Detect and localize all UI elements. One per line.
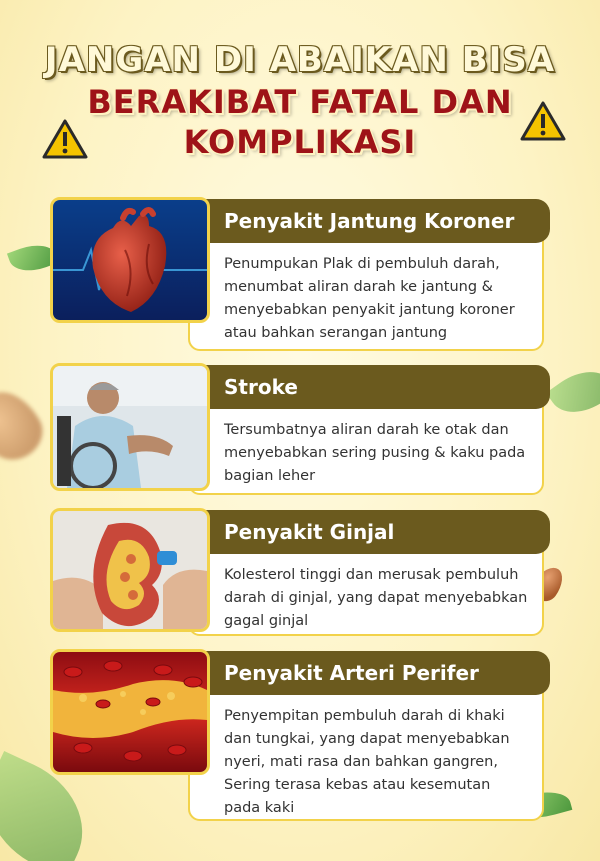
card-title: Stroke xyxy=(224,375,298,399)
card-text: Kolesterol tinggi dan merusak pembuluh darah di ginjal, yang dapat menyebabkan gagal ginjal xyxy=(224,567,528,629)
disease-card-ginjal xyxy=(50,508,550,636)
card-title: Penyakit Arteri Perifer xyxy=(224,661,479,685)
disease-card-arteri-perifer xyxy=(50,649,550,823)
card-title: Penyakit Jantung Koroner xyxy=(224,209,515,233)
card-text: Tersumbatnya aliran darah ke otak dan menyebabkan sering pusing & kaku pada bagian leher xyxy=(224,422,526,484)
blood-vessel-illustration xyxy=(50,649,210,775)
card-title-bar xyxy=(190,510,550,554)
almond-decoration-left xyxy=(0,381,52,470)
card-title-bar xyxy=(190,651,550,695)
card-title: Penyakit Ginjal xyxy=(224,520,395,544)
card-description xyxy=(188,405,544,495)
title-line-2: BERAKIBAT FATAL DAN xyxy=(87,83,513,121)
card-description xyxy=(188,239,544,351)
card-text: Penyempitan pembuluh darah di khaki dan tungkai, yang dapat menyebabkan nyeri, mati rasa dan bahkan gangren, Sering terasa kebas atau kesemutan pada kaki xyxy=(224,708,510,816)
card-description xyxy=(188,691,544,821)
disease-card-stroke xyxy=(50,363,550,495)
heart-illustration xyxy=(50,197,210,323)
title-line-1: JANGAN DI ABAIKAN BISA xyxy=(44,40,556,80)
kidney-model-photo xyxy=(50,508,210,632)
card-description xyxy=(188,550,544,636)
disease-card-jantung-koroner xyxy=(50,197,550,353)
leaf-decoration-right-mid xyxy=(546,358,600,425)
card-text: Penumpukan Plak di pembuluh darah, menumbat aliran darah ke jantung & menyebabkan penyakit jantung koroner atau bahkan serangan jantung xyxy=(224,256,515,341)
title-line-3: KOMPLIKASI xyxy=(183,123,417,161)
card-title-bar xyxy=(190,365,550,409)
card-title-bar xyxy=(190,199,550,243)
elderly-man-wheelchair-photo xyxy=(50,363,210,491)
